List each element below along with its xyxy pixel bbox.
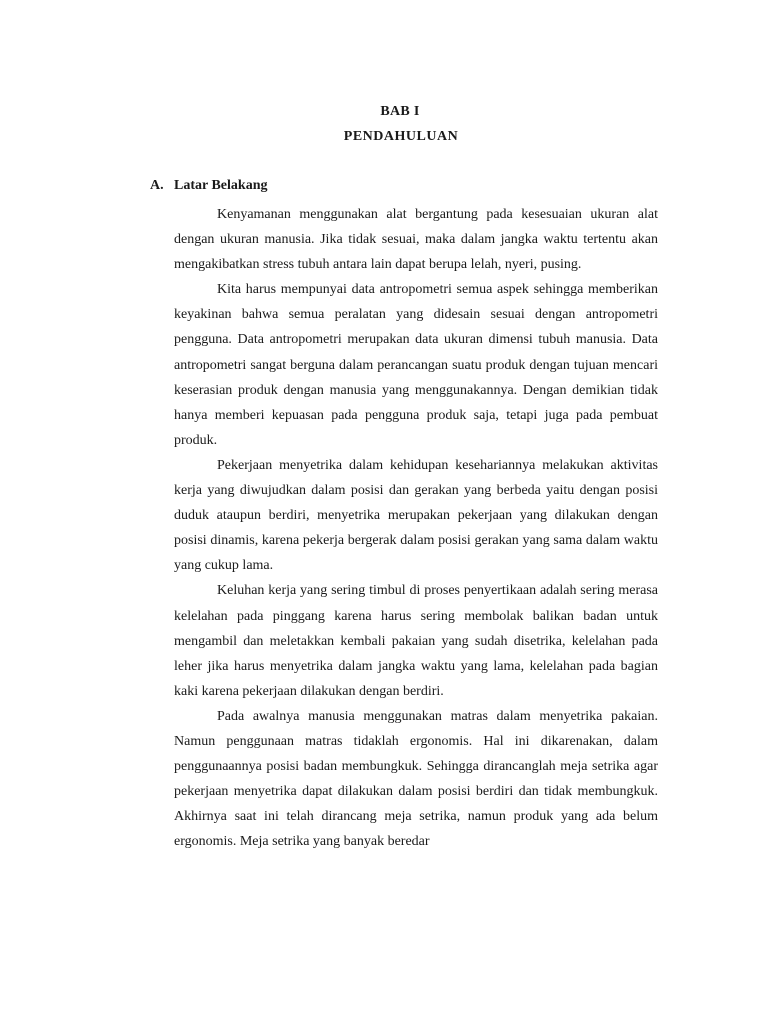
chapter-title: PENDAHULUAN — [343, 129, 459, 144]
paragraph-2: Kita harus mempunyai data antropometri semua aspek sehingga memberikan keyakinan bahwa semua peralatan yang didesain sesuai dengan antropometri pengguna. Data antropometri merupakan data ukuran dimensi tubuh manusia. Data antropometri sangat berguna dalam perancangan suatu produk dengan tujuan mencari keserasian produk dengan manusia yang menggunakannya. Dengan demikian tidak hanya memberi kepuasan pada pengguna produk saja, tetapi juga pada pembuat produk. — [174, 282, 658, 448]
body-text — [174, 202, 658, 854]
paragraph-1: Kenyamanan menggunakan alat bergantung pada kesesuaian ukuran alat dengan ukuran manusia. Jika tidak sesuai, maka dalam jangka waktu tertentu akan mengakibatkan stress tubuh antara lain dapat berupa lelah, nyeri, pusing. — [174, 207, 658, 273]
paragraph-4: Keluhan kerja yang sering timbul di proses penyertikaan adalah sering merasa kelelahan pada pinggang karena harus sering membolak balikan badan untuk mengambil dan meletakkan kembali pakaian yang sudah disetrika, kelelahan pada leher jika harus menyetrika dalam jangka waktu yang lama, kelelahan pada bagian kaki karena pekerjaan dilakukan dengan berdiri. — [174, 583, 658, 699]
paragraph-5: Pada awalnya manusia menggunakan matras dalam menyetrika pakaian. Namun penggunaan matras tidaklah ergonomis. Hal ini dikarenakan, dalam penggunaannya posisi badan membungkuk. Sehingga dirancanglah meja setrika agar pekerjaan menyetrika dapat dilakukan dalam posisi berdiri dan tidak membungkuk. Akhirnya saat ini telah dirancang meja setrika, namun produk yang ada belum ergonomis. Meja setrika yang banyak beredar — [174, 708, 658, 850]
section-letter: A. — [150, 178, 164, 193]
paragraph-3: Pekerjaan menyetrika dalam kehidupan kesehariannya melakukan aktivitas kerja yang diwujudkan dalam posisi dan gerakan yang berbeda yaitu dengan posisi duduk ataupun berdiri, menyetrika merupakan pekerjaan yang dilakukan dengan posisi dinamis, karena pekerja bergerak dalam posisi gerakan yang sama dalam waktu yang cukup lama. — [174, 457, 658, 574]
section-title: Latar Belakang — [174, 178, 268, 193]
section-heading — [150, 178, 267, 194]
chapter-number: BAB I — [380, 104, 420, 119]
